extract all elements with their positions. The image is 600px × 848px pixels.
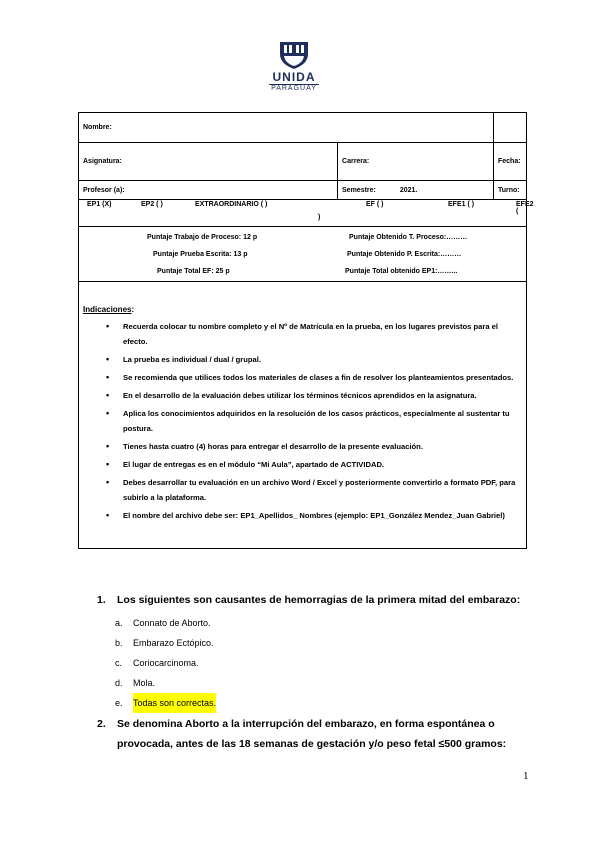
question-number: 2. (97, 718, 106, 730)
question-number: 1. (97, 594, 106, 606)
score-escrita: Puntaje Prueba Escrita: 13 p (153, 251, 248, 258)
ep2-option: EP2 ( ) (141, 201, 163, 208)
option-letter: a. (115, 618, 123, 628)
list-item (106, 475, 522, 505)
option-letter: b. (115, 638, 123, 648)
bullet-icon: • (106, 509, 110, 520)
bullet-icon: • (106, 476, 110, 487)
option-letter: e. (115, 698, 123, 708)
bullet-icon: • (106, 371, 110, 382)
question-1 (97, 590, 557, 610)
indicaciones-colon: : (131, 304, 135, 314)
question-text: Los siguientes son causantes de hemorragias de la primera mitad del embarazo: (117, 594, 521, 606)
page-number: 1 (523, 770, 529, 782)
indicacion-text: El nombre del archivo debe ser: EP1_Apellidos_ Nombres (ejemplo: EP1_González Mendez_Juan Gabriel) (123, 510, 505, 520)
profesor-field: Profesor (a): (79, 181, 338, 200)
carrera-field: Carrera: (338, 143, 494, 181)
efe1-option: EFE1 ( ) (448, 201, 475, 208)
bullet-icon: • (106, 320, 110, 331)
exam-type-row (79, 200, 534, 227)
extraordinario-option: EXTRAORDINARIO ( ) (195, 201, 268, 208)
semestre-value: 2021. (399, 186, 418, 194)
option-text-highlighted: Todas son correctas. (133, 693, 216, 713)
list-item (106, 457, 522, 472)
list-item (106, 352, 522, 367)
indicacion-text: Se recomienda que utilices todos los materiales de clases a fin de resolver los planteamientos presentados. (123, 372, 514, 382)
bullet-icon: • (106, 440, 110, 451)
shield-crest-icon (277, 40, 311, 70)
extraordinario-close: ) (318, 214, 321, 221)
list-item (106, 319, 522, 349)
asignatura-field: Asignatura: (79, 143, 338, 181)
indicaciones-list (83, 319, 522, 523)
logo-name: UNIDA (272, 70, 316, 84)
indicacion-text: El lugar de entregas es en el módulo “Mi Aula”, apartado de ACTIVIDAD. (123, 459, 385, 469)
indicacion-text: En el desarrollo de la evaluación debes utilizar los términos técnicos aprendidos en la asignatura. (123, 390, 477, 400)
option-letter: c. (115, 658, 123, 668)
option-text: Mola. (133, 678, 156, 688)
indicacion-text: Recuerda colocar tu nombre completo y el Nº de Matrícula en la prueba, en los lugares previstos para el efecto. (123, 321, 498, 346)
option-letter: d. (115, 678, 123, 688)
fecha-field: Fecha: (494, 143, 527, 181)
score-obtained-total: Puntaje Total obtenido EP1:……... (345, 268, 458, 275)
bullet-icon: • (106, 458, 110, 469)
bullet-icon: • (106, 407, 110, 418)
nombre-field: Nombre: (79, 113, 494, 143)
indicacion-text: Debes desarrollar tu evaluación en un archivo Word / Excel y posteriormente convertirlo a formato PDF, para subirlo a la plataforma. (123, 477, 516, 502)
option-text: Coriocarcinoma. (133, 658, 199, 668)
indicacion-text: La prueba es individual / dual / grupal. (123, 354, 261, 364)
list-item (106, 370, 522, 385)
scores-row (79, 227, 527, 282)
score-obtained-escrita: Puntaje Obtenido P. Escrita:……… (347, 251, 462, 258)
university-logo (264, 40, 324, 102)
nombre-side-cell (494, 113, 527, 143)
question-text: Se denomina Aborto a la interrupción del embarazo, en forma espontánea o provocada, antes de las 18 semanas de gestación y/o peso fetal ≤500 gramos: (117, 718, 507, 750)
ef-option: EF ( ) (366, 201, 384, 208)
option-text: Connato de Aborto. (133, 618, 211, 628)
turno-field: Turno: (494, 181, 527, 200)
ep1-option: EP1 (X) (87, 201, 112, 208)
logo-country: PARAGUAY (269, 84, 319, 93)
semestre-label: Semestre: (342, 186, 376, 194)
bullet-icon: • (106, 389, 110, 400)
indicacion-text: Tienes hasta cuatro (4) horas para entregar el desarrollo de la presente evaluación. (123, 441, 423, 451)
score-total: Puntaje Total EF: 25 p (157, 268, 230, 275)
question-2 (97, 714, 557, 756)
indicaciones-title: Indicaciones (83, 304, 132, 314)
list-item (106, 406, 522, 436)
list-item (106, 508, 522, 523)
bullet-icon: • (106, 353, 110, 364)
semestre-field (338, 181, 494, 200)
exam-header-table (78, 112, 534, 549)
efe2-option: EFE2 ( (516, 201, 534, 215)
score-proceso: Puntaje Trabajo de Proceso: 12 p (147, 234, 258, 241)
indicaciones-section (79, 282, 527, 549)
list-item (106, 439, 522, 454)
list-item (106, 388, 522, 403)
score-obtained-proceso: Puntaje Obtenido T. Proceso:……… (349, 234, 468, 241)
indicacion-text: Aplica los conocimientos adquiridos en la resolución de los casos prácticos, especialmente al sustentar tu postura. (123, 408, 510, 433)
option-text: Embarazo Ectópico. (133, 638, 214, 648)
